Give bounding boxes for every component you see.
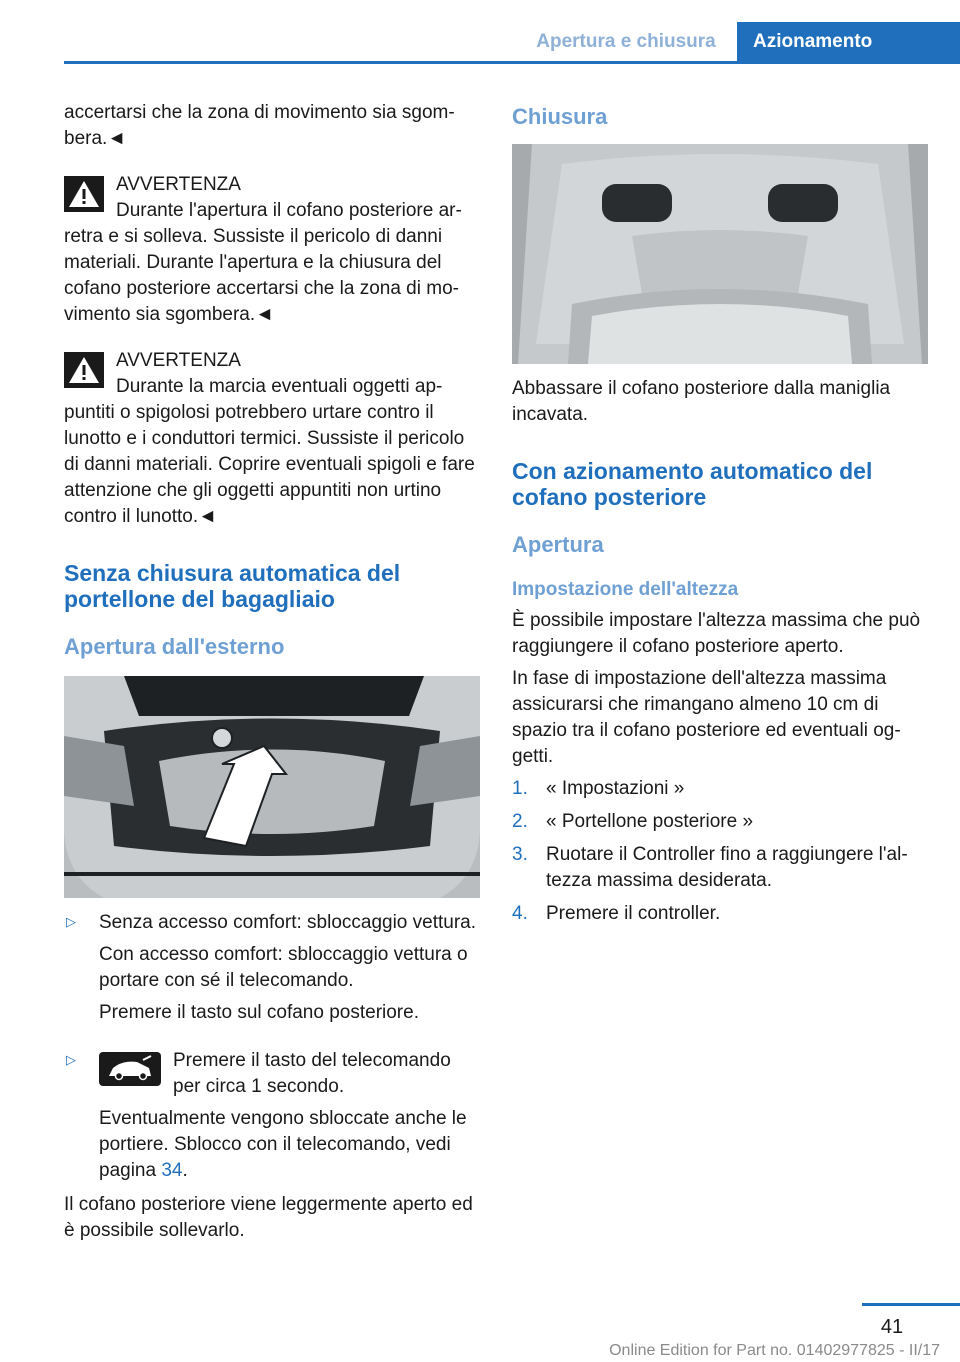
edition-label: Online Edition for Part no. 01402977825 - II/17 — [609, 1342, 940, 1359]
steps-list — [512, 776, 928, 927]
section-title: Con azionamento automatico del cofano posteriore — [512, 458, 873, 510]
remote-tailgate-icon — [99, 1052, 161, 1086]
warning-icon — [64, 176, 104, 212]
step-item — [512, 901, 928, 927]
bullet-text-part: Eventualmente vengono sbloccate anche le portiere. Sblocco con il telecomando, vedi pagina — [99, 1108, 467, 1181]
bullet-text: Premere il tasto sul cofano posteriore. — [99, 1002, 419, 1023]
step-item — [512, 842, 928, 894]
page-number: 41 — [880, 1316, 904, 1338]
warning-body: Durante l'apertura il cofano posteriore arretra e si solleva. Sussiste il pericolo di danni materiali. Durante l'apertura e la chiusura del cofano posteriore accertarsi che la zona di movimento sia sgombera.◄ — [64, 200, 462, 325]
step-text: Ruotare il Controller fino a raggiungere l'altezza massima desiderata. — [546, 844, 908, 891]
bullet-marker: ▷ — [66, 914, 76, 929]
closing-text: Abbassare il cofano posteriore dalla maniglia incavata. — [512, 378, 891, 425]
closing-title: Chiusura — [512, 104, 608, 129]
bullet-text: Premere il tasto del telecomando per circa 1 secondo. — [173, 1050, 451, 1097]
intro-text: accertarsi che la zona di movimento sia sgombera.◄ — [64, 102, 455, 149]
body-text: È possibile impostare l'altezza massima che può raggiungere il cofano posteriore aperto. — [512, 610, 921, 657]
warning-block-2 — [64, 348, 480, 530]
bullet-item — [64, 910, 480, 1026]
bullet-text: Senza accesso comfort: sbloccaggio vettura. — [99, 912, 477, 933]
closing-text: Il cofano posteriore viene leggermente aperto ed è possibile sollevarlo. — [64, 1194, 473, 1241]
tailgate-exterior-photo — [64, 676, 480, 898]
step-number: 2. — [512, 811, 528, 832]
bullet-text-part: . — [182, 1160, 188, 1181]
bullet-item — [64, 1048, 480, 1184]
footer-rule — [862, 1303, 960, 1306]
step-text: « Impostazioni » — [546, 778, 685, 799]
body-text: In fase di impostazione dell'altezza massima assicurarsi che rimangano almeno 10 cm di spazio tra il cofano posteriore ed eventuali oggetti. — [512, 668, 901, 767]
step-text: Premere il controller. — [546, 903, 721, 924]
warning-icon — [64, 352, 104, 388]
step-item — [512, 776, 928, 802]
header-rule — [64, 61, 960, 64]
subsection-title: Apertura — [512, 532, 604, 557]
tailgate-interior-photo — [512, 144, 928, 364]
step-number: 3. — [512, 844, 528, 865]
bullet-text — [99, 1106, 480, 1184]
page-link[interactable]: 34 — [161, 1160, 183, 1181]
warning-title: AVVERTENZA — [116, 350, 241, 371]
subheading: Impostazione dell'altezza — [512, 579, 739, 600]
step-item — [512, 809, 928, 835]
step-text: « Portellone posteriore » — [546, 811, 754, 832]
section-title: Senza chiusura automatica del portellone del bagagliaio — [64, 560, 401, 612]
bullet-marker: ▷ — [66, 1052, 76, 1067]
subsection-title: Apertura dall'esterno — [64, 634, 285, 659]
step-number: 1. — [512, 778, 528, 799]
right-column — [512, 100, 928, 934]
warning-title: AVVERTENZA — [116, 174, 241, 195]
warning-block-1 — [64, 172, 480, 328]
step-number: 4. — [512, 903, 528, 924]
warning-body: Durante la marcia eventuali oggetti appuntiti o spigolosi potrebbero urtare contro il lunotto e i conduttori termici. Sussiste il pericolo di danni materiali. Coprire eventuali spigoli e fare attenzione che gli oggetti appuntiti non urtino contro il lunotto.◄ — [64, 376, 475, 527]
bullet-text: Con accesso comfort: sbloccaggio vettura o portare con sé il telecomando. — [99, 944, 468, 991]
header-chapter[interactable]: Apertura e chiusura — [536, 31, 716, 52]
left-column — [64, 100, 480, 1250]
header-topic[interactable]: Azionamento — [737, 22, 960, 61]
